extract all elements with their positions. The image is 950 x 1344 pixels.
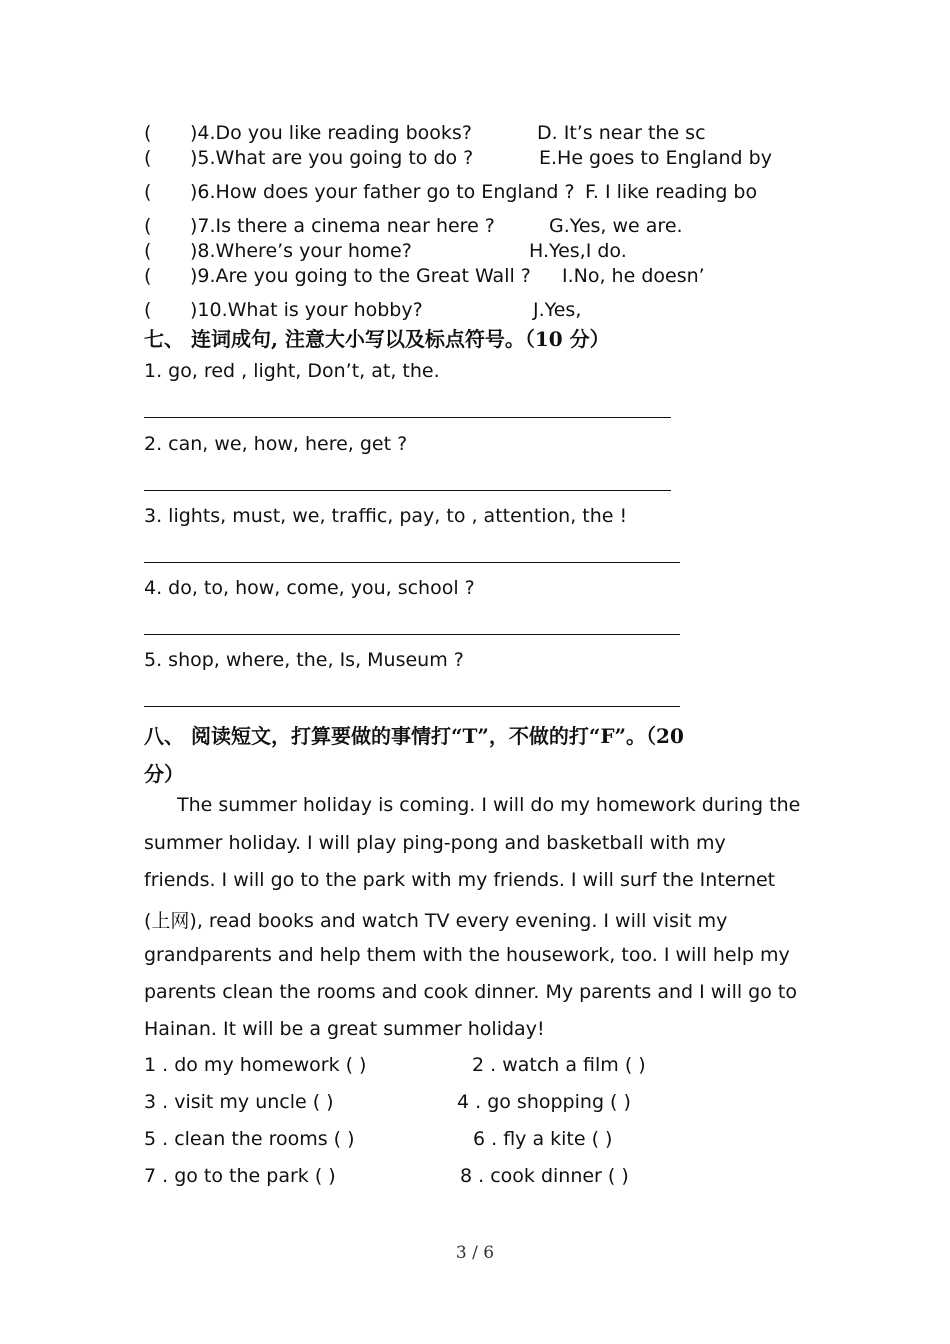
tf-item[interactable]: 3 . visit my uncle ( ) — [144, 1091, 334, 1113]
answer-option: G.Yes, we are. — [549, 215, 683, 237]
sentence-words: 5. shop, where, the, Is, Museum ? — [144, 649, 464, 671]
answer-paren: ( — [144, 215, 152, 237]
passage-line: grandparents and help them with the housework, too. I will help my — [144, 944, 790, 966]
passage-line: The summer holiday is coming. I will do my homework during the — [177, 794, 801, 816]
sentence-words: 1. go, red , light, Don’t, at, the. — [144, 360, 440, 382]
section-8-title: 八、 阅读短文，打算要做的事情打“T”，不做的打“F”。（20 — [144, 724, 684, 748]
answer-option: I.No, he doesn’ — [562, 265, 705, 287]
question-text: )6.How does your father go to England ? — [190, 181, 575, 203]
tf-item[interactable]: 1 . do my homework ( ) — [144, 1054, 367, 1076]
answer-option: H.Yes,I do. — [529, 240, 627, 262]
answer-option: E.He goes to England by — [539, 147, 772, 169]
question-text: )5.What are you going to do ? — [190, 147, 474, 169]
question-text: )10.What is your hobby? — [190, 299, 423, 321]
question-text: )4.Do you like reading books? — [190, 122, 472, 144]
passage-line: summer holiday. I will play ping-pong and basketball with my — [144, 832, 726, 854]
tf-item[interactable]: 5 . clean the rooms ( ) — [144, 1128, 355, 1150]
question-text: )8.Where’s your home? — [190, 240, 412, 262]
sentence-words: 2. can, we, how, here, get ? — [144, 433, 408, 455]
tf-item[interactable]: 8 . cook dinner ( ) — [460, 1165, 629, 1187]
sentence-words: 4. do, to, how, come, you, school ? — [144, 577, 475, 599]
section-8-title-cont: 分） — [144, 762, 184, 786]
answer-option: J.Yes, — [533, 299, 582, 321]
passage-line: friends. I will go to the park with my friends. I will surf the Internet — [144, 869, 776, 891]
tf-item[interactable]: 2 . watch a film ( ) — [472, 1054, 646, 1076]
answer-paren: ( — [144, 147, 152, 169]
page-number: 3 / 6 — [455, 1243, 495, 1263]
tf-item[interactable]: 6 . fly a kite ( ) — [473, 1128, 613, 1150]
passage-line: (上网), read books and watch TV every evening. I will visit my — [144, 910, 728, 932]
question-text: )9.Are you going to the Great Wall ? — [190, 265, 531, 287]
answer-paren: ( — [144, 240, 152, 262]
answer-line[interactable] — [144, 706, 680, 707]
answer-line[interactable] — [144, 562, 680, 563]
answer-paren: ( — [144, 122, 152, 144]
answer-line[interactable] — [144, 634, 680, 635]
answer-line[interactable] — [144, 417, 671, 418]
answer-option: D. It’s near the sc — [537, 122, 706, 144]
sentence-words: 3. lights, must, we, traffic, pay, to , attention, the ! — [144, 505, 628, 527]
answer-line[interactable] — [144, 490, 671, 491]
section-7-title: 七、 连词成句, 注意大小写以及标点符号。（10 分） — [144, 327, 610, 351]
tf-item[interactable]: 4 . go shopping ( ) — [457, 1091, 631, 1113]
answer-option: F. I like reading bo — [585, 181, 758, 203]
question-text: )7.Is there a cinema near here ? — [190, 215, 495, 237]
answer-paren: ( — [144, 265, 152, 287]
answer-paren: ( — [144, 181, 152, 203]
passage-line: parents clean the rooms and cook dinner. My parents and I will go to — [144, 981, 797, 1003]
tf-item[interactable]: 7 . go to the park ( ) — [144, 1165, 336, 1187]
answer-paren: ( — [144, 299, 152, 321]
passage-line: Hainan. It will be a great summer holiday! — [144, 1018, 545, 1040]
